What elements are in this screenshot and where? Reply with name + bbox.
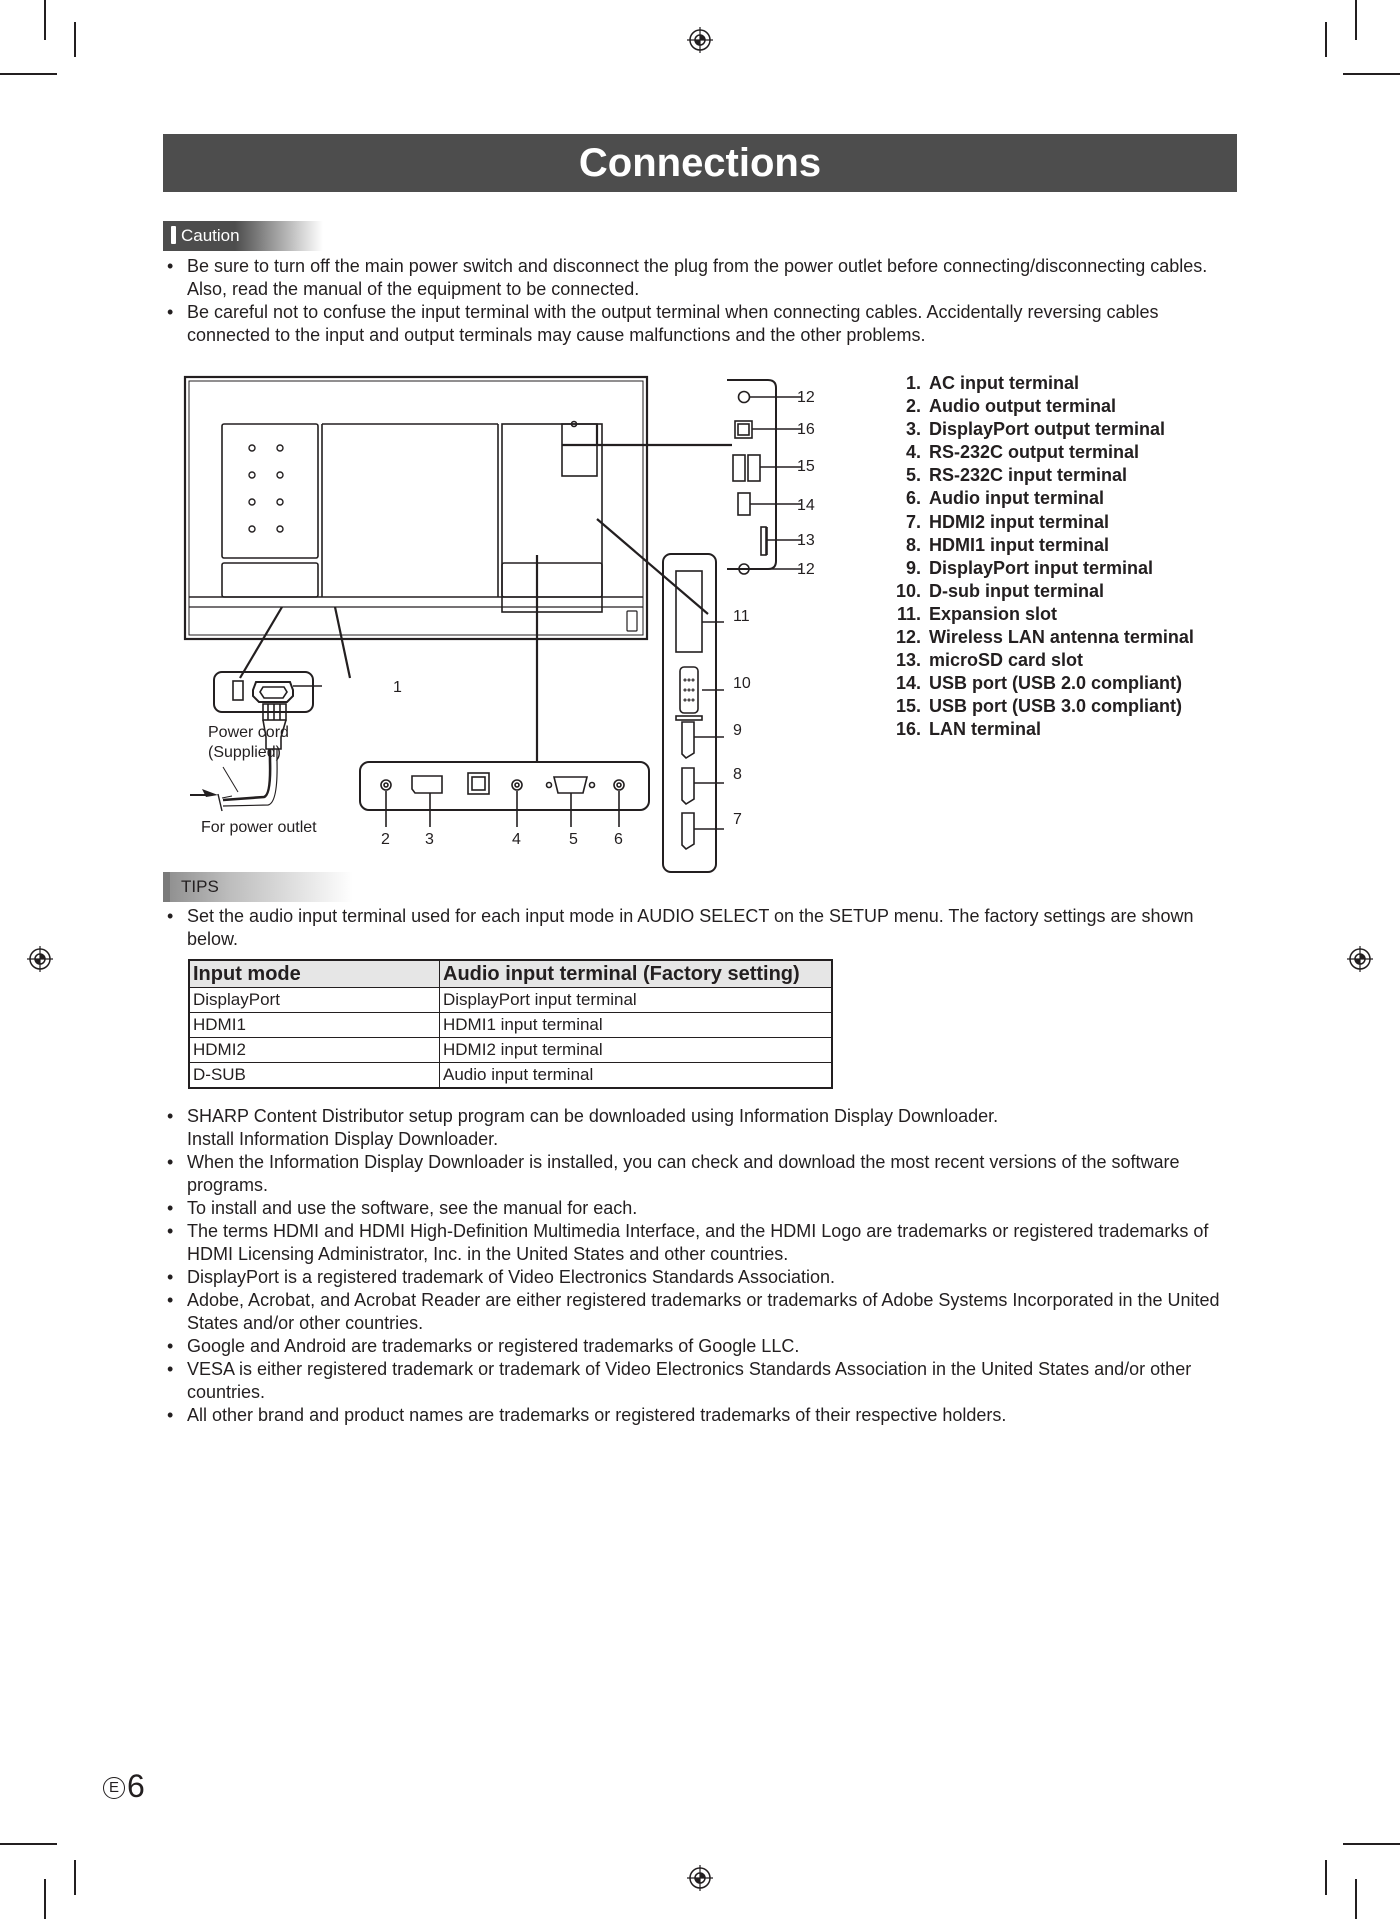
registration-mark-icon <box>687 1865 713 1891</box>
caution-list <box>163 255 1237 347</box>
legend-item: 2. Audio output terminal <box>905 396 1116 417</box>
callout-16: 16 <box>797 421 815 438</box>
callout-12-bottom: 12 <box>797 561 815 578</box>
callout-13: 13 <box>797 532 815 549</box>
terminal-legend <box>879 372 1194 742</box>
callout-3: 3 <box>425 831 434 848</box>
callout-11: 11 <box>733 608 750 625</box>
callout-4: 4 <box>512 831 521 848</box>
registration-mark-icon <box>27 946 53 972</box>
diagram-callouts <box>201 389 815 848</box>
caution-label <box>163 221 323 251</box>
caution-label-text: Caution <box>181 226 240 245</box>
table-row: HDMI1 HDMI1 input terminal <box>189 1013 832 1038</box>
connections-diagram <box>160 365 860 875</box>
tips-note: • VESA is either registered trademark or trademark of Video Electronics Standards Association in the United States and/or other countries. <box>163 1358 1237 1404</box>
callout-2: 2 <box>381 831 390 848</box>
language-mark: E <box>103 1777 125 1799</box>
page-number-value: 6 <box>127 1768 145 1804</box>
legend-item: 1. AC input terminal <box>905 373 1080 393</box>
callout-5: 5 <box>569 831 578 848</box>
table-row: DisplayPort DisplayPort input terminal <box>189 988 832 1013</box>
table-row: HDMI2 HDMI2 input terminal <box>189 1038 832 1063</box>
legend-item: 12. Wireless LAN antenna terminal <box>895 627 1194 648</box>
legend-item: 11. Expansion slot <box>896 603 1058 624</box>
legend-item: 14. USB port (USB 2.0 compliant) <box>895 673 1183 694</box>
tips-note: • Google and Android are trademarks or registered trademarks of Google LLC. <box>163 1335 1237 1358</box>
callout-15: 15 <box>797 458 815 475</box>
audio-select-table <box>188 959 833 1089</box>
legend-item: 16. LAN terminal <box>895 719 1042 740</box>
callout-10: 10 <box>733 675 751 692</box>
side-terminal-panel-top <box>727 380 801 574</box>
callout-1: 1 <box>393 679 402 696</box>
bottom-terminal-panel <box>360 762 649 827</box>
callout-6: 6 <box>614 831 623 848</box>
power-cord-label: Power cord <box>208 724 289 741</box>
power-cord-supplied-label: (Supplied) <box>208 744 281 761</box>
tips-note: • The terms HDMI and HDMI High-Definition Multimedia Interface, and the HDMI Logo are trademarks or registered trademarks of HDMI Licensing Administrator, Inc. in the United States and other countries. <box>163 1220 1237 1266</box>
tips-notes-list <box>163 1105 1237 1427</box>
monitor-rear-panel <box>185 377 658 639</box>
callout-12-top: 12 <box>797 389 815 406</box>
tips-note: • DisplayPort is a registered trademark of Video Electronics Standards Association. <box>163 1266 1237 1289</box>
legend-item: 9. DisplayPort input terminal <box>905 557 1154 578</box>
tips-label: TIPS <box>163 872 353 902</box>
legend-item: 8. HDMI1 input terminal <box>905 534 1110 555</box>
tips-note-subline: Install Information Display Downloader. <box>187 1129 499 1149</box>
legend-item: 4. RS-232C output terminal <box>905 442 1140 463</box>
power-outlet-label: For power outlet <box>201 819 317 836</box>
registration-mark-icon <box>687 27 713 53</box>
callout-8: 8 <box>733 766 742 783</box>
callout-7: 7 <box>733 811 742 828</box>
legend-item: 15. USB port (USB 3.0 compliant) <box>895 696 1183 717</box>
legend-item: 7. HDMI2 input terminal <box>905 511 1110 532</box>
tips-intro: • Set the audio input terminal used for each input mode in AUDIO SELECT on the SETUP menu. The factory settings are shown below. <box>163 905 1237 951</box>
page-number <box>103 1768 145 1805</box>
caution-item: • Be sure to turn off the main power switch and disconnect the plug from the power outlet before connecting/disconnecting cables. Also, read the manual of the equipment to be connected. <box>163 255 1237 301</box>
tips-note: • To install and use the software, see the manual for each. <box>163 1197 1237 1220</box>
callout-9: 9 <box>733 722 742 739</box>
legend-item: 13. microSD card slot <box>895 650 1084 671</box>
caution-item: • Be careful not to confuse the input terminal with the output terminal when connecting cables. Accidentally reversing cables connected to the input and output terminals may cause malfunctions and the other problems. <box>163 301 1237 347</box>
table-header-row <box>189 960 832 988</box>
legend-item: 5. RS-232C input terminal <box>905 465 1128 486</box>
legend-item: 6. Audio input terminal <box>905 488 1104 509</box>
callout-14: 14 <box>797 497 815 514</box>
table-header: Audio input terminal (Factory setting) <box>440 960 833 988</box>
table-row: D-SUB Audio input terminal <box>189 1063 832 1089</box>
legend-item: 10. D-sub input terminal <box>895 580 1104 601</box>
tips-note: • Adobe, Acrobat, and Acrobat Reader are either registered trademarks or trademarks of Adobe Systems Incorporated in the United States and/or other countries. <box>163 1289 1237 1335</box>
tips-note: • When the Information Display Downloader is installed, you can check and download the most recent versions of the software programs. <box>163 1151 1237 1197</box>
registration-mark-icon <box>1347 946 1373 972</box>
legend-item: 3. DisplayPort output terminal <box>905 419 1166 440</box>
exclamation-icon <box>171 226 176 244</box>
table-header: Input mode <box>189 960 440 988</box>
ac-input-panel <box>190 672 322 811</box>
tips-note: • SHARP Content Distributor setup program can be downloaded using Information Display Downloader. Install Information Display Downloader. <box>163 1105 1237 1151</box>
page-title: Connections <box>163 134 1237 192</box>
tips-intro-list <box>163 905 1237 951</box>
tips-note: • All other brand and product names are trademarks or registered trademarks of their respective holders. <box>163 1404 1237 1427</box>
